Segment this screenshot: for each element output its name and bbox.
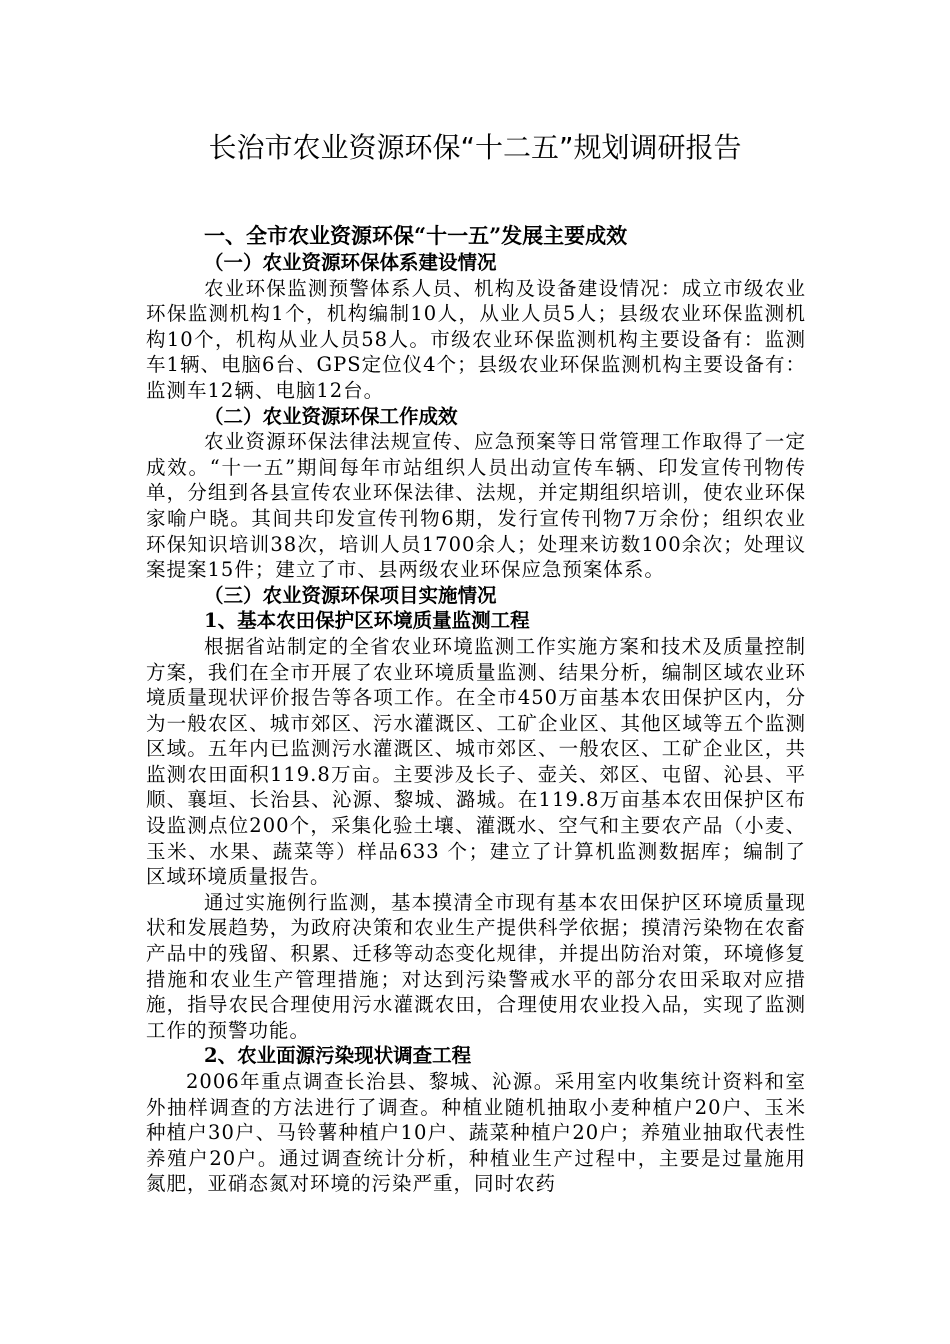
subsection-heading-2: （二）农业资源环保工作成效 [204,404,458,428]
paragraph-3: 根据省站制定的全省农业环境监测工作实施方案和技术及质量控制方案，我们在全市开展了农业环境质量监测、结果分析，编制区域农业环境质量现状评价报告等各项工作。在全市450万亩基本农田保护区内，分为一般农区、城市郊区、污水灌溉区、工矿企业区、其他区域等五个监测区域。五年内已监测污水灌溉区、城市郊区、一般农区、工矿企业区，共监测农田面积119.8万亩。主要涉及长子、壶关、郊区、屯留、沁县、平顺、襄垣、长治县、沁源、黎城、潞城。在119.8万亩基本农田保护区布设监测点位200个，采集化验土壤、灌溉水、空气和主要农产品（小麦、玉米、水果、蔬菜等）样品633 个；建立了计算机监测数据库；编制了区域环境质量报告。 [146,634,806,889]
paragraph-4: 通过实施例行监测，基本摸清全市现有基本农田保护区环境质量现状和发展趋势，为政府决策和农业生产提供科学依据；摸清污染物在农畜产品中的残留、积累、迁移等动态变化规律，并提出防治对策，环境修复措施和农业生产管理措施；对达到污染警戒水平的部分农田采取对应措施，指导农民合理使用污水灌溉农田，合理使用农业投入品，实现了监测工作的预警功能。 [146,890,806,1042]
item-heading-1: 1、基本农田保护区环境质量监测工程 [204,609,530,633]
subsection-heading-1: （一）农业资源环保体系建设情况 [204,251,497,274]
section-heading-1: 一、全市农业资源环保“十一五”发展主要成效 [204,223,628,248]
page-title: 长治市农业资源环保“十二五”规划调研报告 [208,131,742,164]
paragraph-1: 农业环保监测预警体系人员、机构及设备建设情况：成立市级农业环保监测机构1个，机构编制10人，从业人员5人；县级农业环保监测机构10个，机构从业人员58人。市级农业环保监测机构主要设备有：监测车1辆、电脑6台、GPS定位仪4个；县级农业环保监测机构主要设备有：监测车12辆、电脑12台。 [146,276,806,402]
item-heading-2: 2、农业面源污染现状调查工程 [204,1044,472,1068]
subsection-heading-3: （三）农业资源环保项目实施情况 [204,583,497,607]
document-body [146,222,806,1197]
paragraph-5: 2006年重点调查长治县、黎城、沁源。采用室内收集统计资料和室外抽样调查的方法进行了调查。种植业随机抽取小麦种植户20户、玉米种植户30户、马铃薯种植户10户、蔬菜种植户20户；养殖业抽取代表性养殖户20户。通过调查统计分析，种植业生产过程中，主要是过量施用氮肥，亚硝态氮对环境的污染严重，同时农药 [146,1070,806,1196]
paragraph-2: 农业资源环保法律法规宣传、应急预案等日常管理工作取得了一定成效。“十一五”期间每年市站组织人员出动宣传车辆、印发宣传刊物传单，分组到各县宣传农业环保法律、法规，并定期组织培训，使农业环保家喻户晓。其间共印发宣传刊物6期，发行宣传刊物7万余份；组织农业环保知识培训38次，培训人员1700余人；处理来访数100余次；处理议案提案15件；建立了市、县两级农业环保应急预案体系。 [146,430,806,582]
